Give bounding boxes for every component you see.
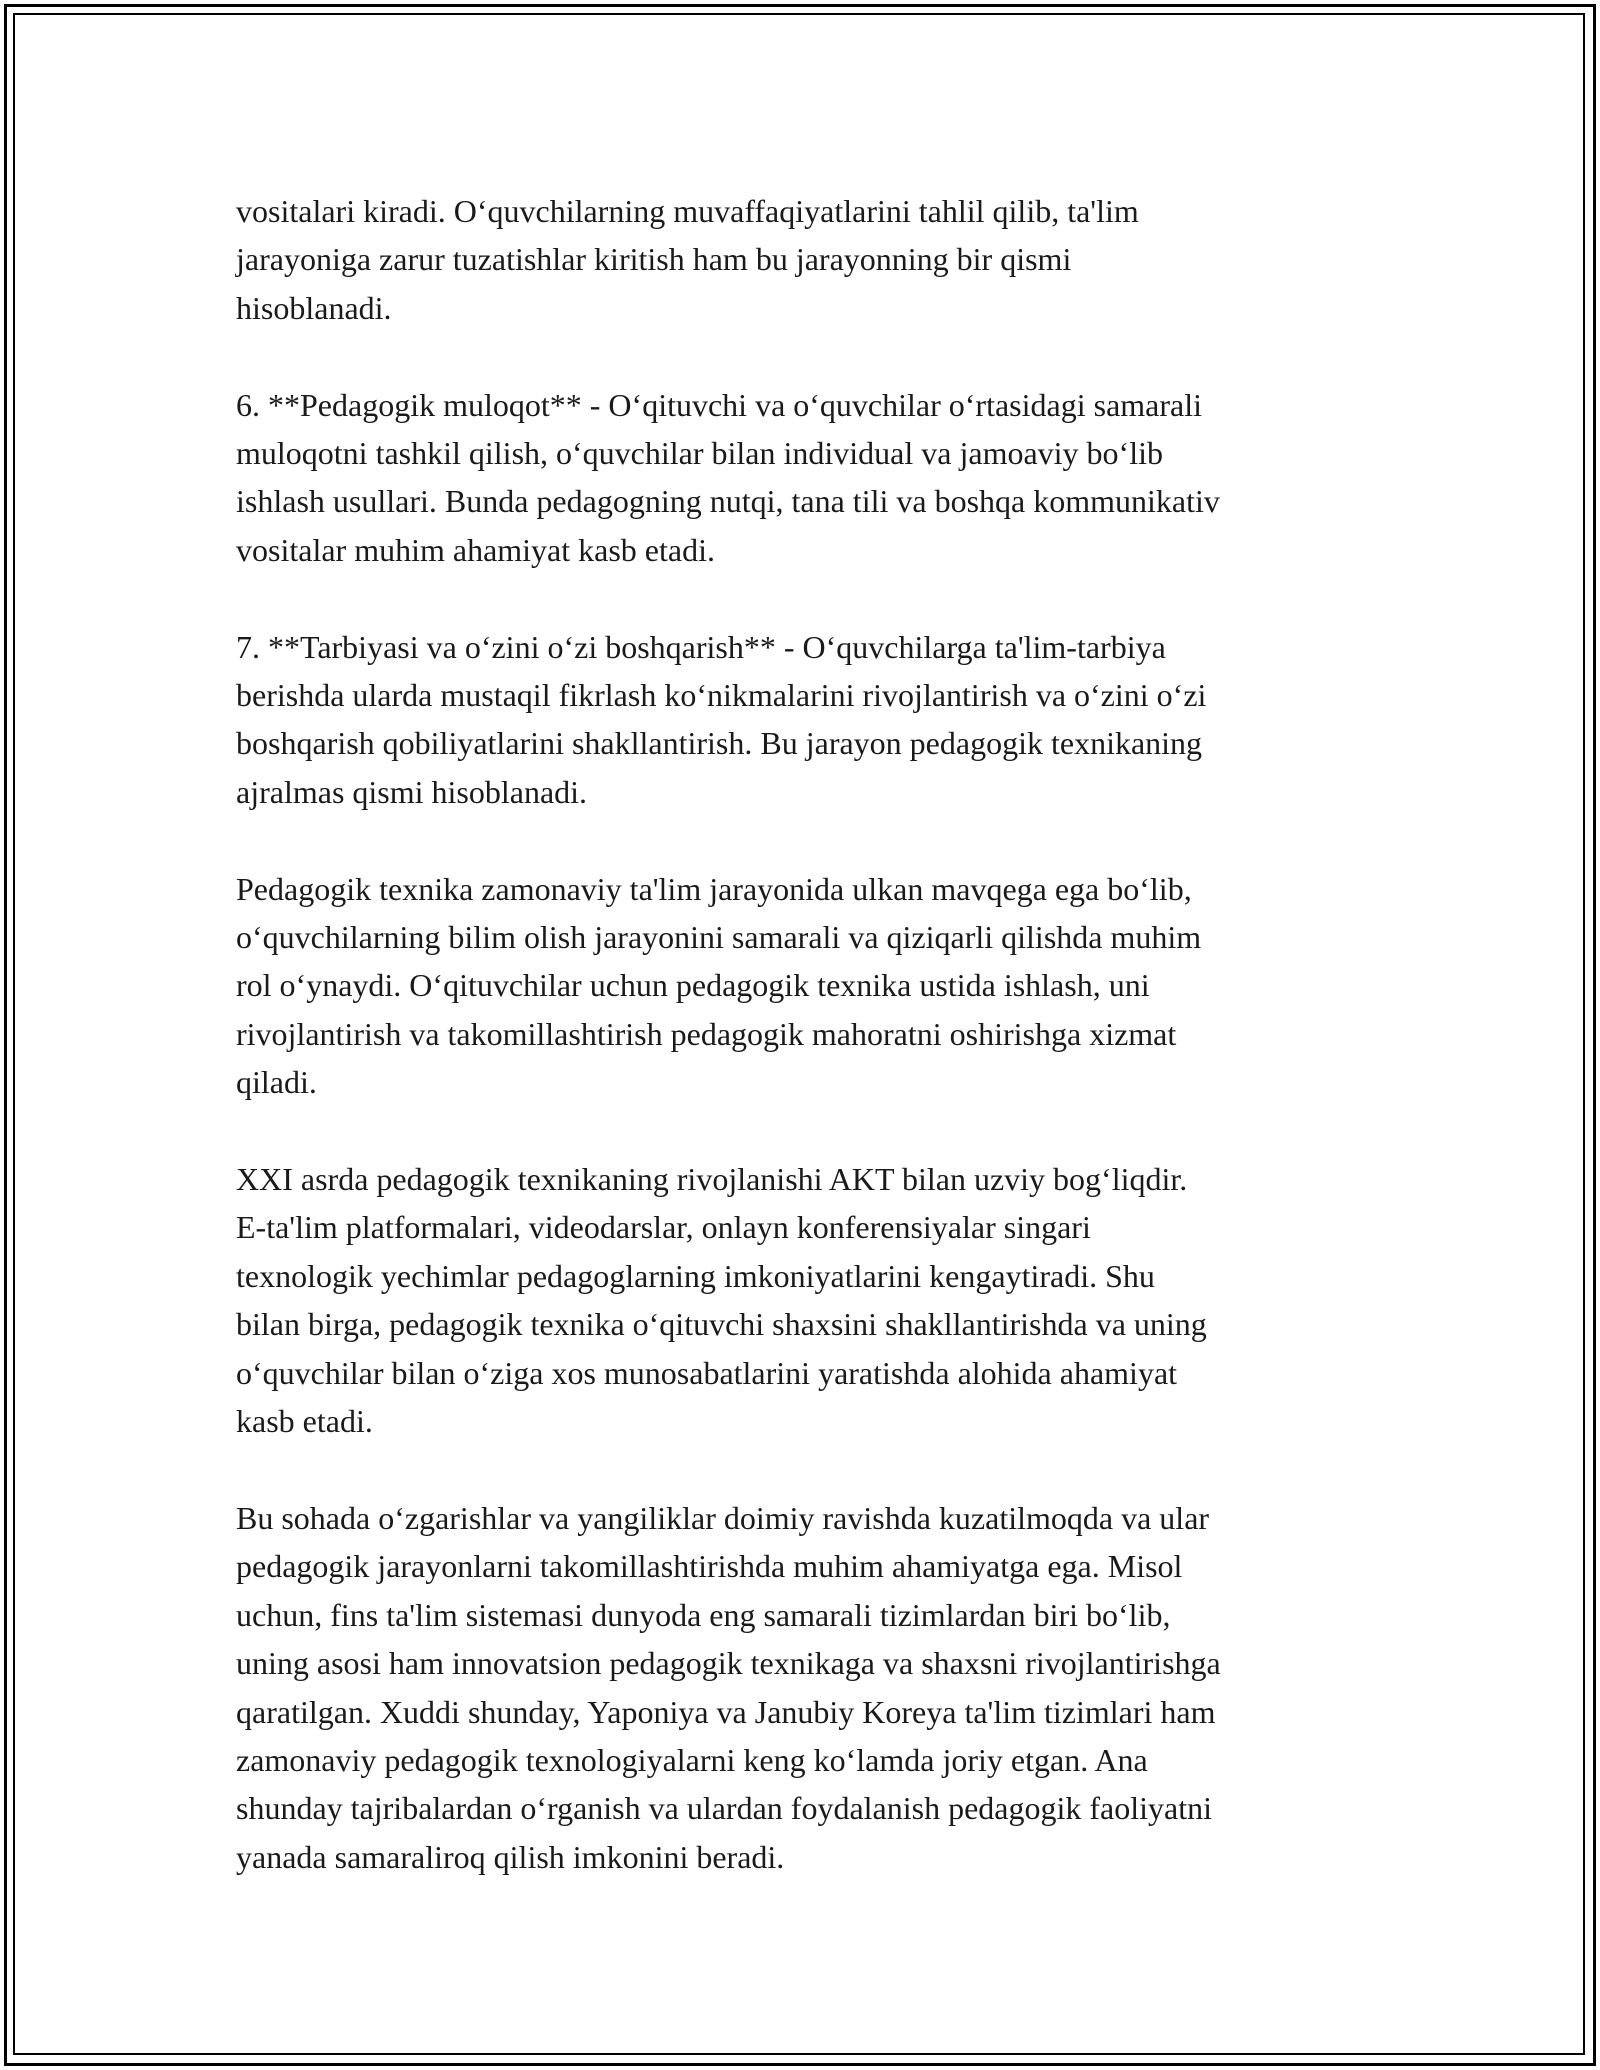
paragraph-ict-development: XXI asrda pedagogik texnikaning rivojlanishi AKT bilan uzviy bog‘liqdir. E-ta'lim platformalari, videodarslar, onlayn konferensiyalar singari texnologik yechimlar pedagoglarning imkoniyatlarini kengaytiradi. Shu bilan birga, pedagogik texnika o‘qituvchi shaxsini shakllantirishda va uning o‘quvchilar bilan o‘ziga xos munosabatlarini yaratishda alohida ahamiyat kasb etadi. [236,1161,1207,1440]
document-body [236,187,1396,1881]
paragraph-pedagogical-technique-role: Pedagogik texnika zamonaviy ta'lim jarayonida ulkan mavqega ega bo‘lib, o‘quvchilarning bilim olish jarayonini samarali va qiziqarli qilishda muhim rol o‘ynaydi. O‘qituvchilar uchun pedagogik texnika ustida ishlash, uni rivojlantirish va takomillashtirish pedagogik mahoratni oshirishga xizmat qiladi. [236,870,1202,1101]
paragraph-international-experience: Bu sohada o‘zgarishlar va yangiliklar doimiy ravishda kuzatilmoqda va ular pedagogik jarayonlarni takomillashtirishda muhim ahamiyatga ega. Misol uchun, fins ta'lim sistemasi dunyoda eng samarali tizimlardan biri bo‘lib, uning asosi ham innovatsion pedagogik texnikaga va shaxsni rivojlantirishga qaratilgan. Xuddi shunday, Yaponiya va Janubiy Koreya ta'lim tizimlari ham zamonaviy pedagogik texnologiyalarni keng ko‘lamda joriy etgan. Ana shunday tajribalardan o‘rganish va ulardan foydalanish pedagogik faoliyatni yanada samaraliroq qilish imkonini beradi. [236,1499,1221,1875]
paragraph-pedagogical-communication: 6. **Pedagogik muloqot** - O‘qituvchi va o‘quvchilar o‘rtasidagi samarali muloqotni tashkil qilish, o‘quvchilar bilan individual va jamoaviy bo‘lib ishlash usullari. Bunda pedagogning nutqi, tana tili va boshqa kommunikativ vositalar muhim ahamiyat kasb etadi. [236,386,1220,568]
paragraph-assessment-continuation: vositalari kiradi. O‘quvchilarning muvaffaqiyatlarini tahlil qilib, ta'lim jarayoniga zarur tuzatishlar kiritish ham bu jarayonning bir qismi hisoblanadi. [236,193,1139,326]
paragraph-self-management: 7. **Tarbiyasi va o‘zini o‘zi boshqarish** - O‘quvchilarga ta'lim-tarbiya berishda ularda mustaqil fikrlash ko‘nikmalarini rivojlantirish va o‘zini o‘zi boshqarish qobiliyatlarini shakllantirish. Bu jarayon pedagogik texnikaning ajralmas qismi hisoblanadi. [236,628,1207,810]
